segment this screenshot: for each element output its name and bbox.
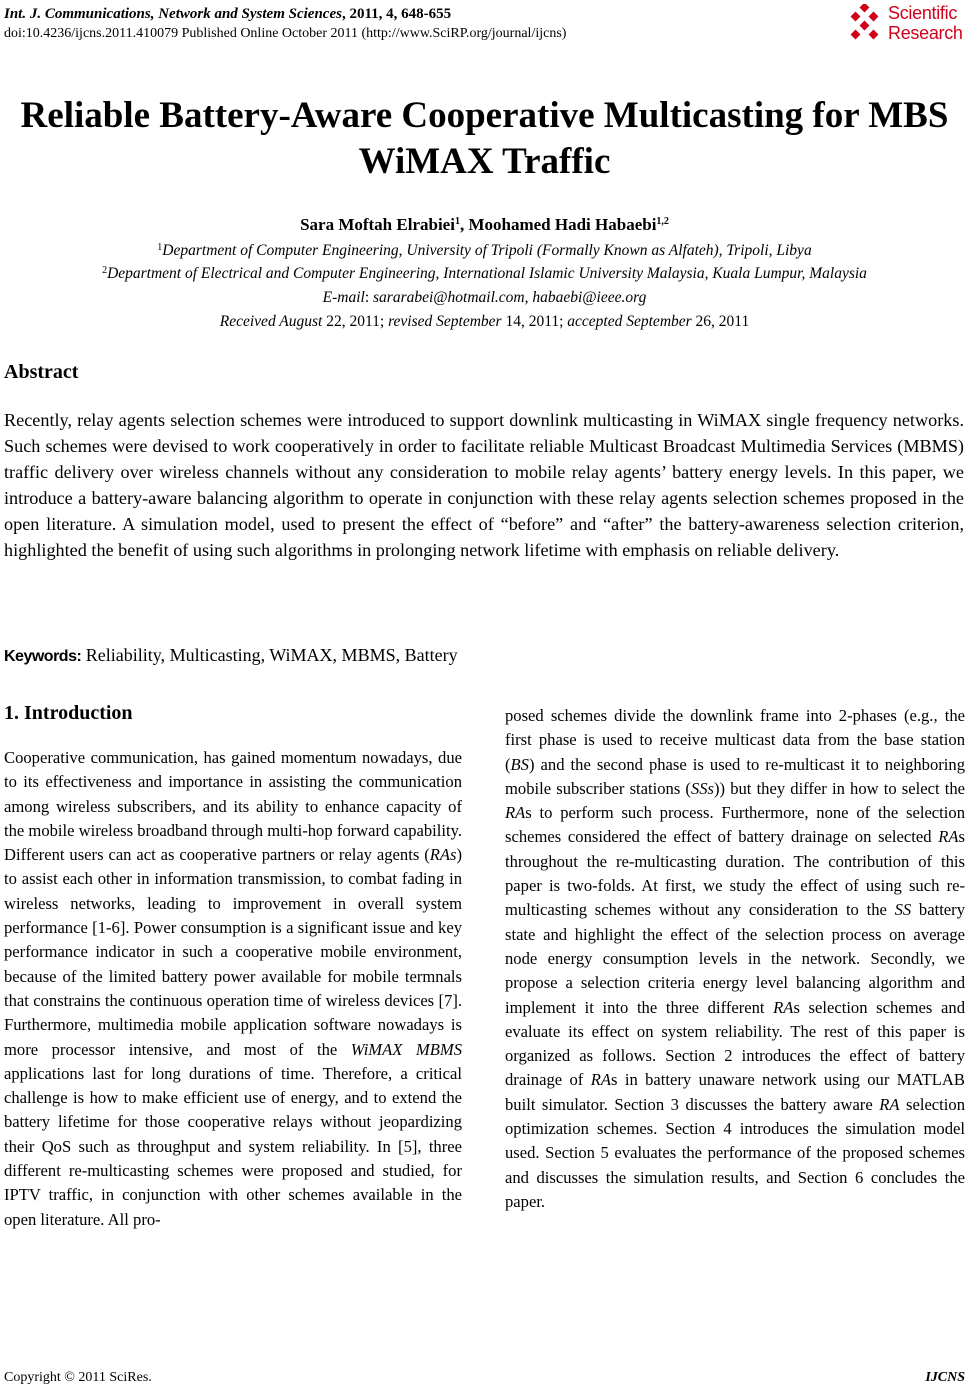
journal-volume-pages: , 2011, 4, 648-655 [341, 6, 452, 22]
dates-line [0, 311, 969, 333]
footer-journal-abbr: IJCNS [925, 1370, 965, 1385]
keywords-text: Reliability, Multicasting, WiMAX, MBMS, Battery [81, 645, 458, 665]
publisher-logo [846, 2, 968, 44]
keywords-line [4, 643, 458, 669]
keywords-label: Keywords: [4, 648, 82, 665]
body-text: s in battery unaware network using our MATLAB built simulator. Section 3 discusses the battery aware [505, 1070, 965, 1114]
journal-name: Int. J. Communications, Network and System Sciences [4, 6, 342, 22]
body-text-italic: RAs [429, 845, 457, 865]
revised-label: revised September [388, 313, 502, 330]
accepted-date: 26, 2011 [691, 313, 750, 330]
body-text: s selection schemes and evaluate its effect on system reliability. The rest of this paper is organized as follows. Section 2 introduces the effect of battery drainage of [505, 997, 965, 1090]
logo-wordmark [888, 3, 963, 43]
doi-line: doi:10.4236/ijcns.2011.410079 Published Online October 2011 (http://www.SciRP.org/journal/ijcns) [4, 26, 567, 41]
body-text: posed schemes divide the downlink frame into 2-phases (e.g., the first phase is used to receive multicast data from the base station ( [505, 706, 965, 774]
author-list [0, 214, 969, 236]
affiliation-2 [0, 263, 969, 285]
scirp-logo-icon [846, 4, 884, 42]
affiliation-1-text: Department of Computer Engineering, University of Tripoli (Formally Known as Alfateh), Tripoli, Libya [162, 242, 812, 259]
affiliation-2-text: Department of Electrical and Computer Engineering, International Islamic University Malaysia, Kuala Lumpur, Malaysia [107, 265, 867, 282]
email-separator: : [364, 289, 374, 306]
abstract-text: Recently, relay agents selection schemes were introduced to support downlink multicasting in WiMAX single frequency networks. Such schemes were devised to work cooperatively in order to facilitate reliable Multicast Broadcast Multimedia Services (MBMS) traffic delivery over wireless channels without any consideration to mobile relay agents’ battery energy levels. In this paper, we introduce a battery-aware balancing algorithm to operate in conjunction with these relay agents selection schemes proposed in the open literature. A simulation model, used to present the effect of “before” and “after” the battery-awareness selection criterion, highlighted the benefit of using such algorithms in prolonging network lifetime with emphasis on reliable delivery. [4, 410, 964, 560]
logo-line-1: Scientific [888, 3, 958, 23]
intro-right-column [505, 704, 965, 1214]
author-1: Sara Moftah Elrabiei [300, 215, 455, 234]
accepted-label: accepted September [567, 313, 692, 330]
body-text: ) and the second phase is used to re-multicast it to neighboring mobile subscriber stations ( [505, 754, 965, 798]
body-text: battery state and highlight the effect of the selection process on average node energy consumption levels in the network. Secondly, we propose a selection criteria energy level balancing algorithm and implement it into the three different [505, 900, 965, 1017]
intro-left-column [4, 746, 462, 1232]
body-text: )) but they differ in how to select the [714, 778, 965, 798]
received-date: 22, 2011; [322, 313, 389, 330]
body-text-italic: RA [938, 827, 959, 847]
body-text-italic: RA [505, 803, 526, 823]
body-text: Cooperative communication, has gained momentum nowadays, due to its effectiveness and importance in assisting the communication among wireless subscribers, and its ability to enhance capacity of the mobile wireless broadband through multi-hop forward capability. Different users can act as cooperative partners or relay agents ( [4, 748, 462, 865]
logo-line-2: Research [888, 23, 963, 43]
body-text-italic: WiMAX MBMS [350, 1039, 463, 1059]
email-label: E-mail [322, 289, 365, 306]
author-2-affil-mark: 1,2 [656, 216, 669, 227]
abstract-heading: Abstract [4, 361, 79, 383]
affiliation-1 [0, 240, 969, 262]
email-addresses[interactable]: sararabei@hotmail.com, habaebi@ieee.org [373, 289, 647, 306]
section-heading-introduction: 1. Introduction [4, 702, 133, 724]
body-text: applications last for long durations of time. Therefore, a critical challenge is how to make efficient use of energy, and to extend the battery lifetime for those cooperative relays without jeopardizing their QoS such as throughput and system reliability. In [5], three different re-multicasting schemes were proposed and studied, for IPTV traffic, in conjunction with other schemes available in the open literature. All pro- [4, 1063, 462, 1229]
affiliation-2-mark: 2 [102, 265, 108, 276]
title-line-2: WiMAX Traffic [358, 141, 611, 182]
revised-date: 14, 2011; [501, 313, 568, 330]
body-text-italic: SSs [690, 778, 715, 798]
paper-title [0, 93, 969, 185]
title-line-1: Reliable Battery-Aware Cooperative Multicasting for MBS [20, 95, 949, 136]
body-text-italic: SS [894, 900, 912, 920]
body-text-italic: BS [510, 754, 529, 774]
journal-header [4, 4, 764, 44]
body-text: selection optimization schemes. Section 4 introduces the simulation model used. Section 5 evaluates the performance of the proposed schemes and discusses the simulation results, and Section 6 concludes the paper. [505, 1094, 965, 1211]
email-line [0, 287, 969, 309]
author-2: Moohamed Hadi Habaebi [468, 215, 657, 234]
body-text: ) to assist each other in information transmission, to combat fading in wireless networks, leading to improvement in overall system performance [1-6]. Power consumption is a significant issue and key performance indicator in such a cooperative mobile environment, because of the limited battery power available for mobile termnals that constrains the continuous operation time of wireless devices [7]. Furthermore, multimedia mobile application software nowadays is more processor intensive, and most of the [4, 845, 462, 1059]
author-1-affil-mark: 1 [454, 216, 460, 227]
body-text: s throughout the re-multicasting duration. The contribution of this paper is two-folds. At first, we study the effect of using such re-multicasting schemes without any consideration to the [505, 827, 965, 920]
journal-citation [4, 4, 764, 24]
body-text-italic: RA [773, 997, 794, 1017]
footer-copyright: Copyright © 2011 SciRes. [4, 1370, 152, 1385]
received-label: Received August [219, 313, 323, 330]
body-text: s to perform such process. Furthermore, none of the selection schemes considered the effect of battery drainage on selected [505, 803, 965, 847]
author-separator: , [459, 215, 469, 234]
affiliation-1-mark: 1 [157, 242, 163, 253]
body-text-italic: RA [879, 1094, 900, 1114]
body-text-italic: RA [590, 1070, 611, 1090]
